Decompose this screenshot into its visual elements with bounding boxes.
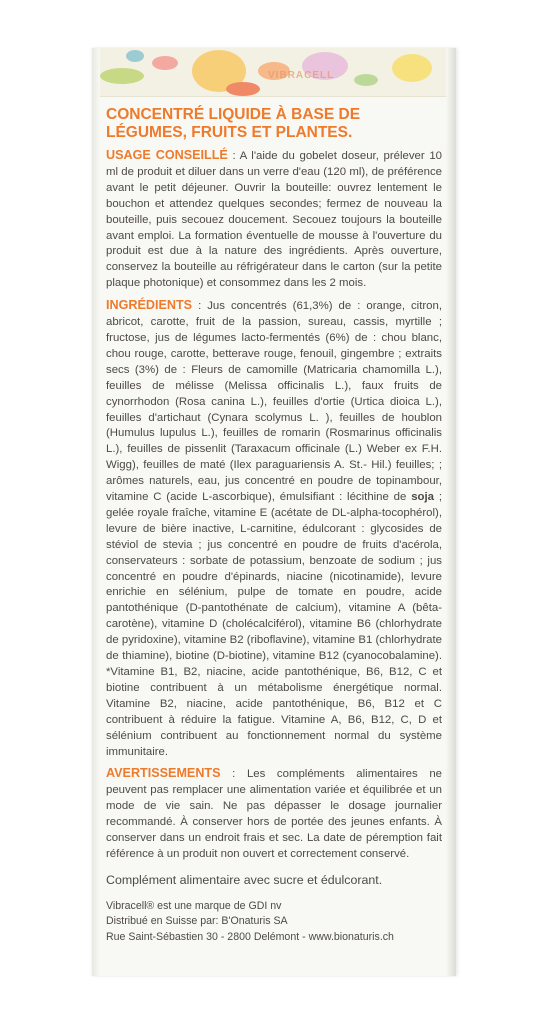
- product-box-side-panel: [92, 48, 456, 976]
- fruit-illustration: [354, 74, 378, 86]
- fruit-illustration: [152, 56, 178, 70]
- ingredients-text-a: : Jus concentrés (61,3%) de : orange, citron, abricot, carotte, fruit de la passion, sureau, cassis, myrtille ; fructose, jus de légumes lacto-fermentés (6%) de : chou blanc, chou rouge, carotte, betterave rouge, fenouil, gingembre ; extraits secs (3%) de : Fleurs de camomille (Matricaria chamomilla L.), feuilles de mélisse (Melissa officinalis L.), faux fruits de cynorrhodon (Rosa canina L.), feuilles d'ortie (Urtica dioica L.), feuilles d'artichaut (Cynara scolymus L. ), feuilles de houblon (Humulus lupulus L.), feuilles de romarin (Rosmarinus officinalis L.), feuilles de pissenlit (Taraxacum officinale (L.) Weber ex F.H. Wigg), feuilles de maté (Ilex paraguariensis A. St.- Hil.) feuilles; ; arômes naturels, eau, jus concentré en poudre de topinambour, vitamine C (acide L-ascorbique), émulsifiant : lécithine de: [106, 300, 442, 504]
- ingredients-text-b: ; gelée royale fraîche, vitamine E (acétate de DL-alpha-tocophérol), levure de bière inactive, L-carnitine, édulcorant : glycosides de stéviol de stevia ; jus concentré en poudre de fruits d'acérola, conservateurs : sorbate de potassium, benzoate de sodium ; jus concentré en poudre d'épinards, niacine (nicotinamide), levure enrichie en sélénium, pulpe de tomate en poudre, acide pantothénique (D-pantothénate de calcium), vitamine A (bêta-carotène), vitamine D (cholécalciférol), vitamine B6 (chlorhydrate de pyridoxine), vitamine B2 (riboflavine), vitamine B1 (chlorhydrate de thiamine), biotine (D-biotine), vitamine B12 (cyanocobalamine). *Vitamine B1, B2, niacine, acide pantothénique, B6, B12, C et biotine contribuent à un métabolisme énergétique normal. Vitamine B2, niacine, acide pantothénique, B6, B12 et C contribuent à réduire la fatigue. Vitamine A, B6, B12, C, D et sélénium contribuent au fonctionnement normal du système immunitaire.: [106, 491, 442, 758]
- fruit-illustration: [392, 54, 432, 82]
- fruit-illustration: [100, 68, 144, 84]
- fruit-illustration: [226, 82, 260, 96]
- supplement-summary: Complément alimentaire avec sucre et édulcorant.: [106, 872, 383, 887]
- brand-watermark: VIBRACELL: [268, 70, 335, 81]
- allergen-soy: soja: [411, 491, 434, 504]
- usage-text: : A l'aide du gobelet doseur, prélever 10 ml de produit et diluer dans un verre d'eau (120 ml), de préférence avant le petit déjeuner. Ouvrir la bouteille: ouvrez lentement le bouchon et attendez quelques secondes; fermez de nouveau la bouteille, puis secouez doucement. Secouez toujours la bouteille avant emploi. La formation éventuelle de mousse à l'ouverture du produit est due à la nature des ingrédients. Après ouverture, conservez la bouteille au réfrigérateur dans le carton (sur la petite plaque photonique) et consommez dans les 2 mois.: [106, 150, 442, 290]
- decorative-fruit-band: [92, 48, 456, 96]
- brand-line: Vibracell® est une marque de GDI nv: [106, 899, 282, 912]
- ingredients-section: [106, 298, 442, 760]
- warnings-section: [106, 766, 442, 862]
- warnings-label: AVERTISSEMENTS: [106, 766, 221, 781]
- usage-section: [106, 148, 442, 292]
- divider: [92, 96, 456, 97]
- box-edge-right: [446, 48, 456, 976]
- ingredients-label: INGRÉDIENTS: [106, 298, 193, 313]
- distributor-line: Distribué en Suisse par: B'Onaturis SA: [106, 915, 288, 928]
- usage-label: USAGE CONSEILLÉ: [106, 148, 228, 162]
- warnings-text: : Les compléments alimentaires ne peuvent pas remplacer une alimentation variée et équilibrée et un mode de vie sain. Ne pas dépasser le dosage journalier recommandé. À conserver hors de portée des jeunes enfants. À conserver dans un endroit frais et sec. La date de péremption fait référence à un produit non ouvert et correctement conservé.: [106, 768, 442, 860]
- company-footer: [106, 899, 442, 945]
- product-title: CONCENTRÉ LIQUIDE À BASE DE LÉGUMES, FRUITS ET PLANTES.: [106, 106, 361, 141]
- fruit-illustration: [126, 50, 144, 62]
- box-edge-left: [92, 48, 100, 976]
- label-text-content: [106, 106, 442, 945]
- address-line: Rue Saint-Sébastien 30 - 2800 Delémont - www.bionaturis.ch: [106, 930, 394, 943]
